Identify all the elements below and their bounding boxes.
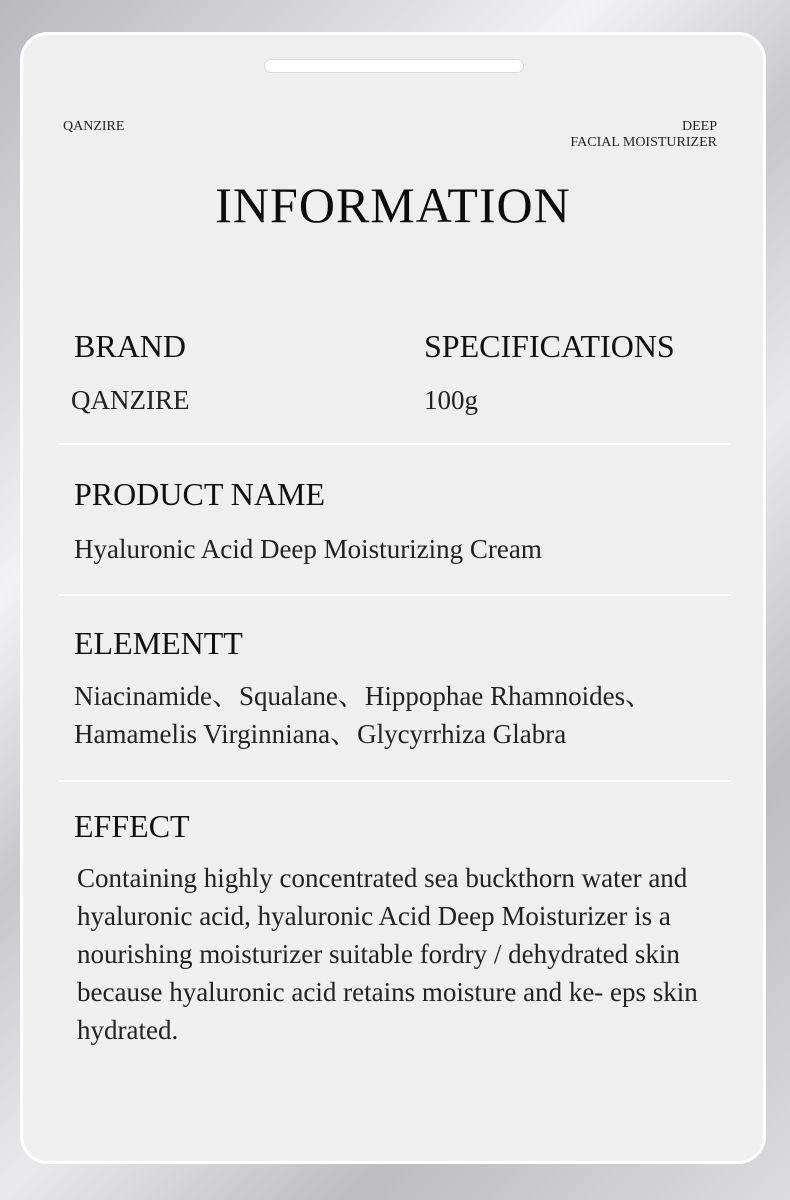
divider-2 (59, 594, 731, 596)
corner-product-line2: FACIAL MOISTURIZER (570, 135, 717, 150)
hang-slot (264, 59, 524, 73)
page-title: INFORMATION (215, 177, 571, 233)
effect-description: Containing highly concentrated sea buckthorn water and hyaluronic acid, hyaluronic Acid Deep Moisturizer is a nourishing moisturizer suitable fordry / dehydrated skin because hyaluronic acid retains moisture and ke- eps skin hydrated. (77, 863, 698, 1045)
brand-value: QANZIRE (71, 385, 190, 415)
element-line-1: Niacinamide、Squalane、Hippophae Rhamnoides、 (74, 681, 653, 711)
brand-label: BRAND (74, 328, 187, 364)
info-card (20, 32, 766, 1164)
divider-1 (59, 443, 731, 445)
effect-label: EFFECT (74, 808, 190, 844)
element-label: ELEMENTT (74, 625, 243, 661)
specifications-label: SPECIFICATIONS (424, 328, 675, 364)
product-name-label: PRODUCT NAME (74, 476, 325, 512)
element-line-2: Hamamelis Virginniana、Glycyrrhiza Glabra (74, 719, 567, 749)
product-name-value: Hyaluronic Acid Deep Moisturizing Cream (74, 534, 542, 564)
divider-3 (59, 780, 731, 782)
specifications-value: 100g (424, 385, 478, 415)
corner-brand: QANZIRE (63, 119, 125, 134)
corner-product-type (570, 119, 717, 151)
corner-product-line1: DEEP (682, 119, 717, 134)
